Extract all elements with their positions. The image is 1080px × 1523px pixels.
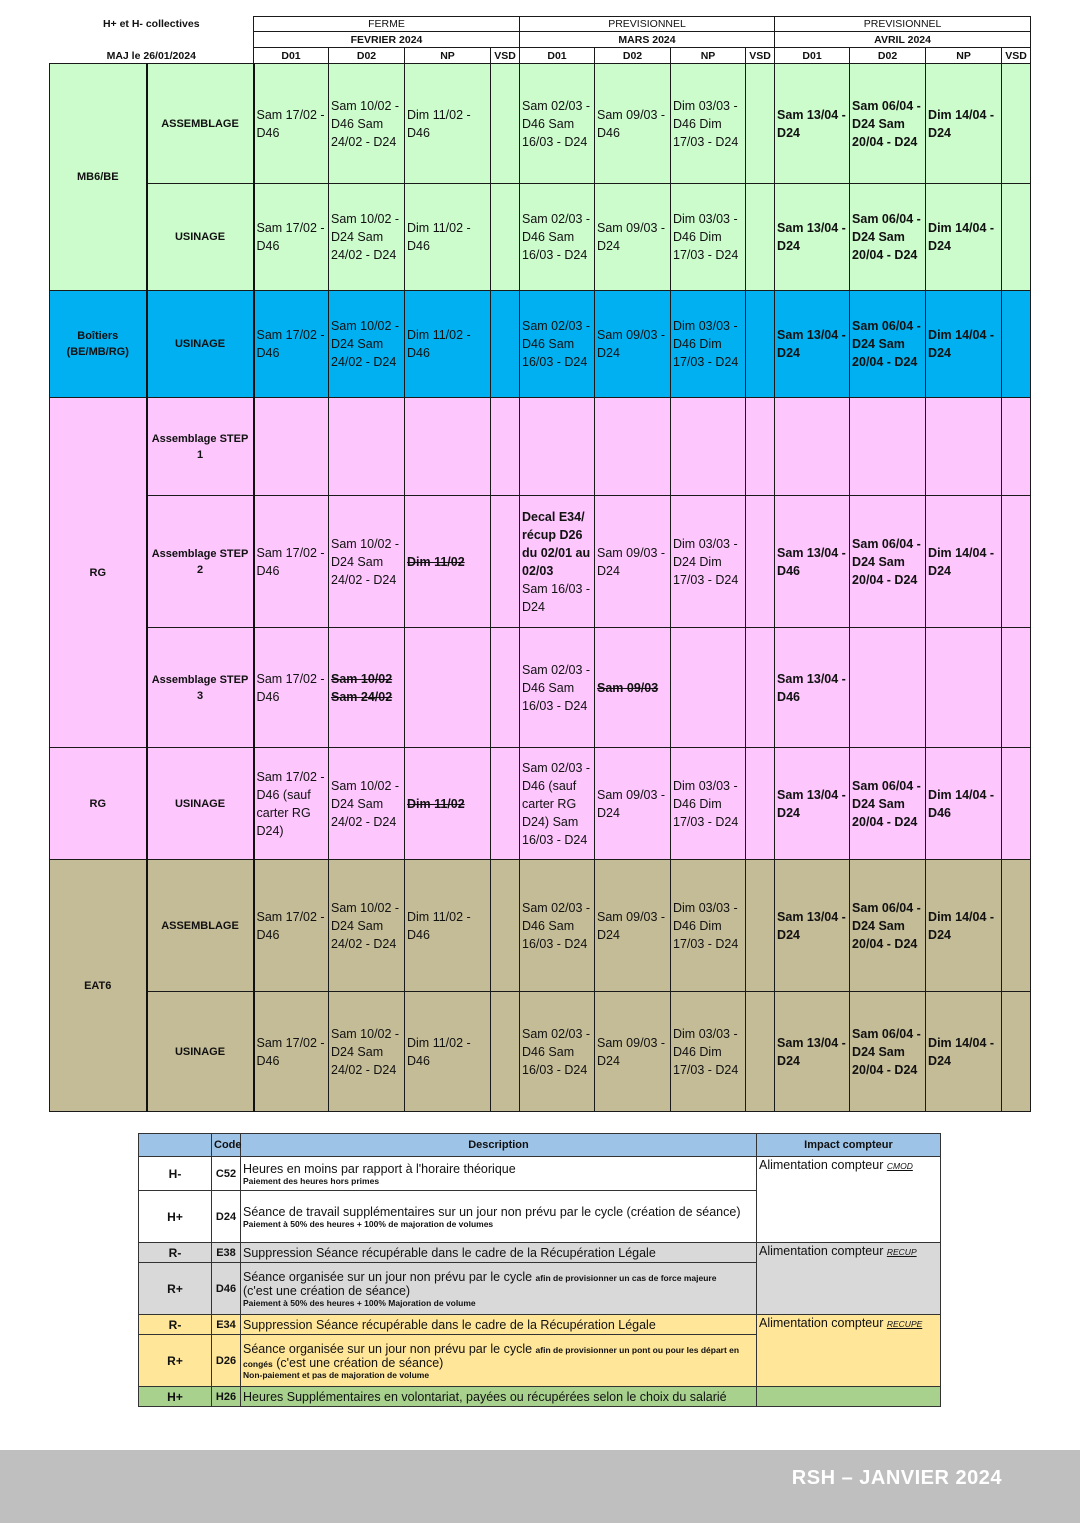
cell: Sam 10/02 - D24 Sam 24/02 - D24 xyxy=(329,291,405,398)
cell: Dim 03/03 - D46 Dim 17/03 - D24 xyxy=(671,184,746,291)
cell: Dim 11/02 - D46 xyxy=(405,992,491,1112)
cell-empty xyxy=(329,398,405,496)
cell-empty xyxy=(926,398,1002,496)
cell: Dim 11/02 - D46 xyxy=(405,860,491,992)
cancelled-session: Sam 10/02 xyxy=(331,671,393,686)
cell-empty xyxy=(405,628,491,748)
cancelled-session: Sam 09/03 xyxy=(597,680,659,695)
cell: Sam 02/03 - D46 Sam 16/03 - D24 xyxy=(520,992,595,1112)
cell: Dim 03/03 - D46 Dim 17/03 - D24 xyxy=(671,291,746,398)
sub-label: USINAGE xyxy=(147,184,254,291)
legend-inline-note: afin de provisionner un pont ou pour les départ en congés xyxy=(243,1344,740,1369)
shift-header: VSD xyxy=(1002,48,1031,64)
month-apr: AVRIL 2024 xyxy=(775,32,1031,48)
cell: Sam 06/04 - D24 Sam 20/04 - D24 xyxy=(850,291,926,398)
table-row xyxy=(50,291,1031,398)
shift-header: NP xyxy=(405,48,491,64)
table-row xyxy=(50,64,1031,184)
legend-note: Non-paiement et pas de majoration de volume xyxy=(243,1369,430,1380)
cell: Sam 02/03 - D46 Sam 16/03 - D24 xyxy=(520,860,595,992)
cell: Sam 17/02 - D46 xyxy=(254,860,329,992)
cell: Sam 09/03 - D24 xyxy=(595,496,671,628)
cell-empty xyxy=(746,628,775,748)
cell: Sam 13/04 - D46 xyxy=(775,628,850,748)
cell-empty xyxy=(1002,748,1031,860)
cell: Sam 17/02 - D46 (sauf carter RG D24) xyxy=(254,748,329,860)
cell-empty xyxy=(746,992,775,1112)
cell: Dim 11/02 - D46 xyxy=(405,291,491,398)
cell-empty xyxy=(1002,860,1031,992)
cell: Sam 13/04 - D24 xyxy=(775,860,850,992)
table-row xyxy=(50,748,1031,860)
legend-impact-empty xyxy=(757,1387,941,1407)
cell: Sam 13/04 - D24 xyxy=(775,64,850,184)
legend-header-impact: Impact compteur xyxy=(757,1134,941,1157)
sub-label: Assemblage STEP 2 xyxy=(147,496,254,628)
cell-empty xyxy=(491,64,520,184)
impact-text: Alimentation compteur xyxy=(759,1244,884,1258)
shift-header: D02 xyxy=(329,48,405,64)
cell: Sam 06/04 - D24 Sam 20/04 - D24 xyxy=(850,748,926,860)
legend-impact xyxy=(757,1315,941,1387)
cell-empty xyxy=(746,860,775,992)
cell: Dim 03/03 - D46 Dim 17/03 - D24 xyxy=(671,860,746,992)
table-row xyxy=(50,992,1031,1112)
group-label-rg: RG xyxy=(50,398,147,748)
legend-symbol: H+ xyxy=(139,1387,212,1407)
cell: Sam 10/02 - D24 Sam 24/02 - D24 xyxy=(329,992,405,1112)
counter-name: RECUPE xyxy=(886,1319,923,1329)
legend-desc-text: Séance organisée sur un jour non prévu par le cycle xyxy=(243,1269,533,1284)
cell: Sam 17/02 - D46 xyxy=(254,628,329,748)
cell-empty xyxy=(491,496,520,628)
legend-desc-text: Heures en moins par rapport à l'horaire théorique xyxy=(243,1161,516,1176)
legend-description: Suppression Séance récupérable dans le cadre de la Récupération Légale xyxy=(241,1243,757,1263)
legend-description xyxy=(241,1191,757,1243)
footer-bar xyxy=(0,1450,1080,1523)
cell: Sam 10/02 - D46 Sam 24/02 - D24 xyxy=(329,64,405,184)
cell: Sam 13/04 - D46 xyxy=(775,496,850,628)
cell: Sam 13/04 - D24 xyxy=(775,184,850,291)
cell: Sam 09/03 - D24 xyxy=(595,748,671,860)
sub-label: Assemblage STEP 3 xyxy=(147,628,254,748)
legend-desc-text: (c'est une création de séance) xyxy=(276,1355,444,1370)
cell: Sam 17/02 - D46 xyxy=(254,992,329,1112)
counter-name: CMOD xyxy=(886,1161,913,1171)
legend-impact xyxy=(757,1243,941,1315)
sub-label: ASSEMBLAGE xyxy=(147,860,254,992)
legend-impact xyxy=(757,1157,941,1243)
cell: Sam 17/02 - D46 xyxy=(254,291,329,398)
cell: Dim 14/04 - D24 xyxy=(926,992,1002,1112)
cell: Dim 03/03 - D24 Dim 17/03 - D24 xyxy=(671,496,746,628)
legend-description: Suppression Séance récupérable dans le cadre de la Récupération Légale xyxy=(241,1315,757,1335)
cell: Sam 09/03 - D24 xyxy=(595,860,671,992)
legend-header-code: Code xyxy=(212,1134,241,1157)
update-date: MAJ le 26/01/2024 xyxy=(50,32,254,64)
shift-header: D01 xyxy=(775,48,850,64)
cell: Dim 03/03 - D46 Dim 17/03 - D24 xyxy=(671,748,746,860)
sub-label: ASSEMBLAGE xyxy=(147,64,254,184)
cell: Dim 14/04 - D24 xyxy=(926,64,1002,184)
table-row xyxy=(50,184,1031,291)
cell: Sam 02/03 - D46 (sauf carter RG D24) Sam 16/03 - D24 xyxy=(520,748,595,860)
shift-header: D01 xyxy=(254,48,329,64)
cell-empty xyxy=(775,398,850,496)
cell: Sam 06/04 - D24 Sam 20/04 - D24 xyxy=(850,992,926,1112)
legend-symbol: R+ xyxy=(139,1263,212,1315)
cell-empty xyxy=(491,628,520,748)
sub-label: USINAGE xyxy=(147,748,254,860)
cell-empty xyxy=(1002,64,1031,184)
cell: Sam 10/02 - D24 Sam 24/02 - D24 xyxy=(329,184,405,291)
cell: Sam 09/03 - D24 xyxy=(595,291,671,398)
table-row xyxy=(50,628,1031,748)
legend-header-description: Description xyxy=(241,1134,757,1157)
legend-symbol: H+ xyxy=(139,1191,212,1243)
cell-text: Sam 16/03 - D24 xyxy=(522,581,591,614)
cell: Sam 02/03 - D46 Sam 16/03 - D24 xyxy=(520,628,595,748)
legend-note: Paiement à 50% des heures + 100% Majoration de volume xyxy=(243,1297,476,1308)
legend-desc-text: Séance organisée sur un jour non prévu par le cycle xyxy=(243,1341,533,1356)
cell: Dim 14/04 - D46 xyxy=(926,748,1002,860)
legend-symbol: H- xyxy=(139,1157,212,1191)
legend-code: D46 xyxy=(212,1263,241,1315)
cell: Sam 13/04 - D24 xyxy=(775,748,850,860)
month-feb: FEVRIER 2024 xyxy=(254,32,520,48)
shift-header: NP xyxy=(926,48,1002,64)
counter-name: RECUP xyxy=(886,1247,917,1257)
legend-description xyxy=(241,1263,757,1315)
cell-empty xyxy=(746,398,775,496)
cell: Dim 14/04 - D24 xyxy=(926,860,1002,992)
legend-description xyxy=(241,1157,757,1191)
table-row xyxy=(50,398,1031,496)
group-label-eat6: EAT6 xyxy=(50,860,147,1112)
cell-empty xyxy=(491,398,520,496)
cell: Dim 03/03 - D46 Dim 17/03 - D24 xyxy=(671,64,746,184)
cell: Sam 06/04 - D24 Sam 20/04 - D24 xyxy=(850,860,926,992)
cell-empty xyxy=(491,748,520,860)
impact-text: Alimentation compteur xyxy=(759,1158,884,1172)
cell: Sam 02/03 - D46 Sam 16/03 - D24 xyxy=(520,184,595,291)
shift-header: VSD xyxy=(491,48,520,64)
group-label-rg: RG xyxy=(50,748,147,860)
cell xyxy=(520,496,595,628)
legend-description xyxy=(241,1335,757,1387)
planning-table xyxy=(49,16,1031,1112)
cell: Sam 09/03 - D24 xyxy=(595,992,671,1112)
impact-text: Alimentation compteur xyxy=(759,1316,884,1330)
legend-code: D26 xyxy=(212,1335,241,1387)
cell-empty xyxy=(405,398,491,496)
cell xyxy=(329,628,405,748)
legend-code: H26 xyxy=(212,1387,241,1407)
decal-note: Decal E34/ récup D26 du 02/01 au 02/03 xyxy=(522,509,591,578)
cell: Sam 02/03 - D46 Sam 16/03 - D24 xyxy=(520,64,595,184)
legend-code: E34 xyxy=(212,1315,241,1335)
cell: Sam 17/02 - D46 xyxy=(254,184,329,291)
cell: Dim 14/04 - D24 xyxy=(926,291,1002,398)
legend-code: C52 xyxy=(212,1157,241,1191)
group-label-boitiers: Boîtiers (BE/MB/RG) xyxy=(50,291,147,398)
legend-header-empty xyxy=(139,1134,212,1157)
sheet-title: H+ et H- collectives xyxy=(50,17,254,32)
legend-description: Heures Supplémentaires en volontariat, payées ou récupérées selon le choix du salarié xyxy=(241,1387,757,1407)
cell-empty xyxy=(1002,398,1031,496)
cell: Dim 14/04 - D24 xyxy=(926,496,1002,628)
legend-code: E38 xyxy=(212,1243,241,1263)
legend-desc-text: (c'est une création de séance) xyxy=(243,1283,411,1298)
period-status-apr: PREVISIONNEL xyxy=(775,17,1031,32)
cell-empty xyxy=(1002,184,1031,291)
cell-empty xyxy=(1002,496,1031,628)
cancelled-session: Sam 24/02 xyxy=(331,689,393,704)
cell-empty xyxy=(850,628,926,748)
shift-header: D02 xyxy=(595,48,671,64)
legend-row xyxy=(139,1157,941,1191)
cell: Sam 17/02 - D46 xyxy=(254,496,329,628)
cell: Sam 06/04 - D24 Sam 20/04 - D24 xyxy=(850,64,926,184)
cell-empty xyxy=(850,398,926,496)
cell-empty xyxy=(671,398,746,496)
cancelled-session: Dim 11/02 xyxy=(407,796,465,811)
table-row xyxy=(50,860,1031,992)
legend-row xyxy=(139,1243,941,1263)
cell: Sam 13/04 - D24 xyxy=(775,992,850,1112)
cell-empty xyxy=(746,291,775,398)
legend-symbol: R- xyxy=(139,1243,212,1263)
legend-note: Paiement des heures hors primes xyxy=(243,1175,380,1186)
cell: Sam 09/03 - D24 xyxy=(595,184,671,291)
cell-empty xyxy=(746,748,775,860)
shift-header: VSD xyxy=(746,48,775,64)
cancelled-session: Dim 11/02 xyxy=(407,554,465,569)
cell: Sam 09/03 - D46 xyxy=(595,64,671,184)
sub-label: Assemblage STEP 1 xyxy=(147,398,254,496)
legend-note: Paiement à 50% des heures + 100% de majoration de volumes xyxy=(243,1218,494,1229)
legend-symbol: R+ xyxy=(139,1335,212,1387)
group-label-mb6: MB6/BE xyxy=(50,64,147,291)
cell-empty xyxy=(491,860,520,992)
cell-empty xyxy=(1002,992,1031,1112)
cell-empty xyxy=(491,992,520,1112)
sub-label: USINAGE xyxy=(147,291,254,398)
period-status-mar: PREVISIONNEL xyxy=(520,17,775,32)
legend-desc-text: Séance de travail supplémentaires sur un jour non prévu par le cycle (création de séance) xyxy=(243,1204,741,1219)
cell-empty xyxy=(1002,291,1031,398)
shift-header: D01 xyxy=(520,48,595,64)
legend-row xyxy=(139,1387,941,1407)
cell-empty xyxy=(520,398,595,496)
cell: Dim 14/04 - D24 xyxy=(926,184,1002,291)
cell-empty xyxy=(746,64,775,184)
table-row xyxy=(50,496,1031,628)
legend-table xyxy=(138,1133,941,1407)
cell: Dim 11/02 - D46 xyxy=(405,64,491,184)
cell: Sam 02/03 - D46 Sam 16/03 - D24 xyxy=(520,291,595,398)
cell: Sam 13/04 - D24 xyxy=(775,291,850,398)
sub-label: USINAGE xyxy=(147,992,254,1112)
cell: Sam 10/02 - D24 Sam 24/02 - D24 xyxy=(329,496,405,628)
cell: Sam 10/02 - D24 Sam 24/02 - D24 xyxy=(329,748,405,860)
cell-empty xyxy=(671,628,746,748)
cell: Dim 11/02 - D46 xyxy=(405,184,491,291)
shift-header: NP xyxy=(671,48,746,64)
month-mar: MARS 2024 xyxy=(520,32,775,48)
shift-header: D02 xyxy=(850,48,926,64)
legend-inline-note: afin de provisionner un cas de force majeure xyxy=(535,1272,717,1283)
cell-empty xyxy=(491,184,520,291)
cell: Dim 03/03 - D46 Dim 17/03 - D24 xyxy=(671,992,746,1112)
cell-empty xyxy=(254,398,329,496)
legend-symbol: R- xyxy=(139,1315,212,1335)
cell: Sam 10/02 - D24 Sam 24/02 - D24 xyxy=(329,860,405,992)
cell-empty xyxy=(746,184,775,291)
legend-row xyxy=(139,1315,941,1335)
cell-empty xyxy=(746,496,775,628)
cell: Sam 17/02 - D46 xyxy=(254,64,329,184)
cell-empty xyxy=(926,628,1002,748)
cell: Sam 06/04 - D24 Sam 20/04 - D24 xyxy=(850,496,926,628)
cell-empty xyxy=(1002,628,1031,748)
footer-title: RSH – JANVIER 2024 xyxy=(791,1467,1002,1489)
period-status-feb: FERME xyxy=(254,17,520,32)
cell-empty xyxy=(595,398,671,496)
legend-code: D24 xyxy=(212,1191,241,1243)
cell: Sam 06/04 - D24 Sam 20/04 - D24 xyxy=(850,184,926,291)
cell-empty xyxy=(491,291,520,398)
